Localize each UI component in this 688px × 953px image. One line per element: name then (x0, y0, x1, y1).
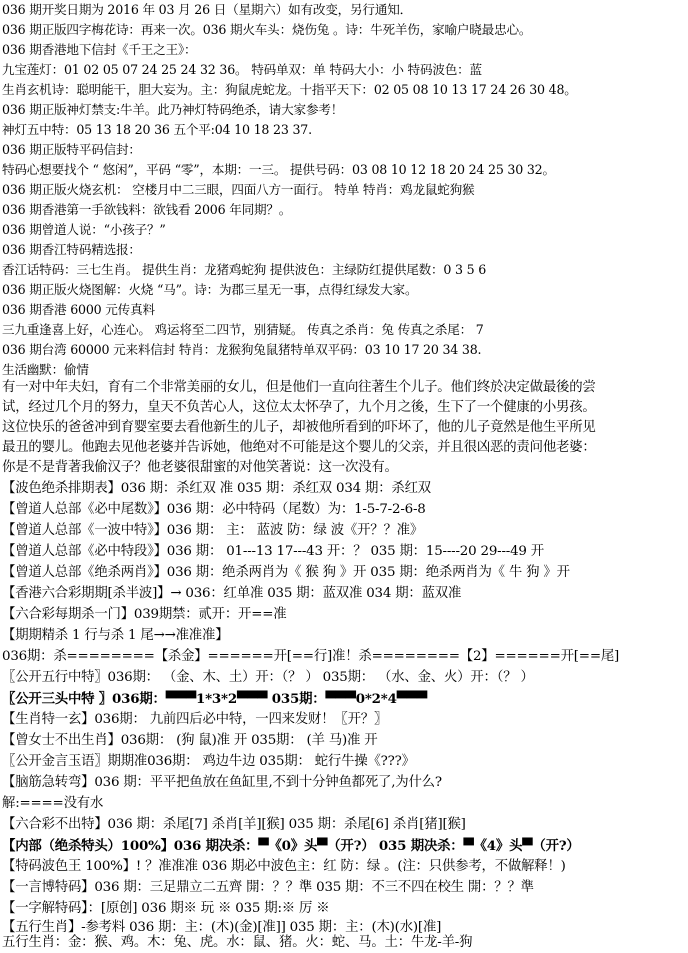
text-line: 036 期香港地下信封《千王之王》： (2, 42, 197, 57)
story-line: 你是不是背著我偷汉子？他老婆很甜蜜的对他笑著说：这一次没有。 (2, 460, 398, 475)
table-row: 【六合彩每期杀一门】039期禁：贰开：开==准 (2, 607, 287, 622)
table-row: 【曾道人总部《必中尾数》】036 期：必中特码（尾数）为：1-5-7-2-6-8 (2, 502, 426, 517)
text-line: 九宝莲灯：01 02 05 07 24 25 24 32 36。 特码单双：单 特码大小：小 特码波色：蓝 (2, 62, 482, 77)
table-row: 036期：杀========【杀金】======开[==行]准！杀========【2】======开[==尾] (2, 649, 620, 664)
text-line: 036 期香江特码精选报： (2, 242, 141, 257)
story-line: 试，经过几个月的努力，皇天不负苦心人，这位太太怀孕了，九个月之後，生下了一个健康的小男孩。 (2, 400, 596, 415)
story-line: 有一对中年夫妇，育有二个非常美丽的女儿，但是他们一直向往著生个儿子。他们终於决定做最後的尝 (2, 380, 596, 395)
text-line: 036 期香港第一手欲钱料：欲钱看 2006 年同期？。 (2, 202, 292, 217)
table-row: 【脑筋急转弯】036 期：平平把鱼放在鱼缸里,不到十分钟鱼都死了,为什么? (2, 775, 442, 790)
table-row: 〖公开三头中特 〗036期：▀▀▀1*3*2▀▀▀ 035期：▀▀▀0*2*4▀▀▀ (2, 691, 428, 707)
text-line: 036 期台湾 60000 元来料信封 特肖：龙猴狗兔鼠猪特单双平码：03 10 17 20 34 38. (2, 342, 482, 357)
text-line: 香江话特码：三七生肖。 提供生肖：龙猪鸡蛇狗 提供波色：主绿防红提供尾数：0 3 5 6 (2, 262, 487, 277)
table-row: 解:====没有水 (2, 796, 104, 811)
table-row: 【五行生肖】-参考料 036 期：主：(木)(金)[准]] 035 期：主：(木)(水)[准] (2, 920, 442, 935)
table-row: 五行生肖：金：猴、鸡。木：兔、虎。水：鼠、猪。火：蛇、马。土：牛龙-羊-狗 (2, 935, 473, 950)
table-row: 〖公开五行中特〗036期： （金、木、土）开：（？ ） 035期： （水、金、火）开：（？ ） (2, 670, 534, 685)
table-row: 【曾道人总部《一波中特》】036 期： 主： 蓝波 防：绿 波《开？？准》 (2, 523, 424, 538)
text-line: 036 期正版特平码信封： (2, 142, 141, 157)
table-row: 【六合彩不出特】036 期：杀尾[7] 杀肖[羊][猴] 035 期：杀尾[6] 杀肖[猪][猴] (2, 817, 466, 832)
text-line: 036 期正版火烧玄机： 空楼月中二三眼，四面八方一面行。 特单 特肖：鸡龙鼠蛇狗猴 (2, 182, 475, 197)
table-row: 【一言博特码】036 期：三足鼎立二五齊 開：？？準 035 期：不三不四在校生 開：？？準 (2, 880, 534, 895)
text-line: 生活幽默：偷情 (2, 362, 89, 377)
text-line: 三九重逢喜上好，心连心。 鸡运将至二四节，别猜疑。 传真之杀肖：兔 传真之杀尾： 7 (2, 322, 484, 337)
table-row: 【期期精杀 1 行与杀 1 尾→→准准准】 (2, 628, 229, 643)
table-row: 【一字解特码】：[原创] 036 期※ 玩 ※ 035 期:※ 厉 ※ (2, 901, 330, 916)
text-line: 036 期香港 6000 元传真料 (2, 302, 155, 317)
table-row: 【曾女士不出生肖】036期： (狗 鼠)准 开 035期： (羊 马)准 开 (2, 733, 378, 748)
table-row: 【香港六合彩期期[杀半波]】→ 036：红单准 035 期：蓝双准 034 期：蓝双准 (2, 586, 462, 601)
text-line: 036 期正版神灯禁支:牛羊。此乃神灯特码绝杀，请大家参考！ (2, 102, 344, 117)
table-row: 【曾道人总部《必中特段》】036 期： 01---13 17---43 开：？ 035 期：15----20 29---49 开 (2, 544, 545, 559)
story-line: 最丑的婴儿。他跑去见他老婆并告诉她，他绝对不可能是这个婴儿的父亲，并且很凶恶的责问他老婆： (2, 440, 596, 455)
text-line: 生肖玄机诗：聪明能干，胆大妄为。主：狗鼠虎蛇龙。十指平天下：02 05 08 10 13 17 24 26 30 48。 (2, 82, 577, 97)
text-line: 036 期正版四字梅花诗：再来一次。036 期火车头：烧伤兔 。诗：牛死羊伤，家喻户晓最忠心。 (2, 22, 532, 37)
story-line: 这位快乐的爸爸冲到育婴室要去看他新生的儿子，却被他所看到的吓坏了，他的儿子竟然是他生平所见 (2, 420, 596, 435)
table-row: 【波色绝杀排期表】036 期：杀红双 准 035 期：杀红双 034 期：杀红双 (2, 481, 431, 496)
table-row: 【特码波色王 100%】! ？准准准 036 期必中波色主：红 防：绿 。(注：只供参考，不做解释！) (2, 859, 566, 874)
table-row: 【曾道人总部《绝杀两肖》】036 期：绝杀两肖为《 猴 狗 》开 035 期：绝杀两肖为《 牛 狗 》开 (2, 565, 570, 580)
text-line: 特码心想要找个 “ 悠闲”，平码 “零”，本期：一三。 提供号码：03 08 10 12 18 20 24 25 30 32。 (2, 162, 555, 177)
text-line: 036 期正版火烧图解：火烧 “马”。诗：为郡三星无一事，点得红绿发大家。 (2, 282, 418, 297)
text-line: 036 期开奖日期为 2016 年 03 月 26 日（星期六）如有改变，另行通知． (2, 2, 413, 17)
table-row: 【内部（绝杀特头）100%】036 期决杀：▀《0》头▀（开?） 035 期决杀：▀《4》头▀（开?） (2, 838, 580, 854)
text-line: 神灯五中特：05 13 18 20 36 五个平:04 10 18 23 37. (2, 122, 312, 137)
text-line: 036 期曾道人说：“小孩子？” (2, 222, 166, 237)
table-row: 【生肖特一玄】036期： 九前四后必中特，一四来发财！〖开？〗 (2, 712, 388, 727)
table-row: 〖公开金言玉语〗期期准036期： 鸡边牛边 035期： 蛇行牛操《???》 (2, 754, 415, 769)
